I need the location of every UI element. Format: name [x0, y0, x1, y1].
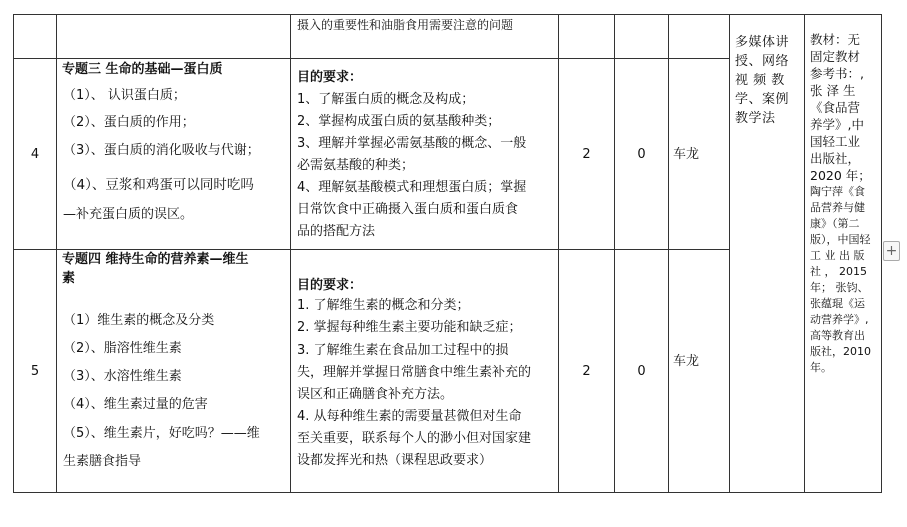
list-item: —补充蛋白质的误区。 [63, 207, 194, 222]
list-item: 4、理解氨基酸模式和理想蛋白质；掌握 [297, 180, 527, 195]
list-item: 3、理解并掌握必需氨基酸的概念、一般 [297, 136, 527, 151]
reference-line: 教材：无 [810, 32, 861, 47]
col-line-5 [668, 14, 669, 493]
list-item: （3）、水溶性维生素 [63, 369, 182, 384]
list-item: 生素膳食指导 [63, 454, 142, 469]
list-item: （1）、 认识蛋白质； [63, 88, 186, 103]
col-line-0 [13, 14, 14, 493]
reference-line: 出版社， [810, 151, 861, 166]
list-item: 2、掌握构成蛋白质的氨基酸种类； [297, 114, 501, 129]
reference-line: 动营养学》, [810, 313, 869, 326]
list-item: 日常饮食中正确摄入蛋白质和蛋白质食 [297, 202, 519, 217]
hours-lecture-5: 2 [582, 364, 591, 379]
list-item: 至关重要，联系每个人的渺小但对国家建 [297, 431, 532, 446]
list-item: （2）、脂溶性维生素 [63, 341, 182, 356]
reference-line: 养学》,中 [810, 117, 864, 132]
reference-line: 工 业 出 版 [810, 249, 865, 262]
reference-line: 年； 张钧、 [810, 281, 869, 294]
list-item: 误区和正确膳食补充方法。 [297, 387, 454, 402]
col-line-4 [614, 14, 615, 493]
reference-line: 陶宁萍《食 [810, 185, 865, 198]
topic-title-vitamin-line2: 素 [62, 271, 76, 286]
method-line: 学、案例 [735, 92, 790, 107]
list-item: 3. 了解维生素在食品加工过程中的损 [297, 343, 509, 358]
col-line-3 [558, 14, 559, 493]
reference-line: 固定教材 [810, 49, 861, 64]
reference-line: 版社，2010 [810, 345, 871, 358]
col-line-7 [804, 14, 805, 493]
reference-line: 版），中国轻 [810, 233, 871, 246]
list-item: 必需氨基酸的种类； [297, 158, 415, 173]
reference-line: 年。 [810, 361, 832, 374]
hours-lecture-4: 2 [582, 147, 591, 162]
list-item: 2. 掌握每种维生素主要功能和缺乏症； [297, 320, 522, 335]
list-item: 1. 了解维生素的概念和分类； [297, 298, 470, 313]
list-item: （2）、蛋白质的作用； [63, 115, 195, 130]
reference-line: 国轻工业 [810, 134, 861, 149]
list-item: （1）维生素的概念及分类 [63, 313, 215, 328]
plus-icon[interactable]: + [883, 241, 900, 261]
reference-line: 张 泽 生 [810, 83, 856, 98]
list-item: （4）、维生素过量的危害 [63, 397, 208, 412]
table-border-bottom [13, 492, 881, 493]
reference-line: 康》（第二 [810, 217, 860, 230]
list-item: 失，理解并掌握日常膳食中维生素补充的 [297, 365, 532, 380]
method-line: 授、网络 [735, 54, 790, 69]
references [810, 31, 878, 376]
list-item: 品的搭配方法 [297, 224, 376, 239]
teacher-5: 车龙 [673, 354, 700, 369]
row-number-4: 4 [30, 147, 40, 162]
row-number-5: 5 [30, 364, 40, 379]
hours-practice-5: 0 [637, 364, 646, 379]
objective-heading-protein: 目的要求： [297, 70, 363, 85]
reference-line: 高等教育出 [810, 329, 865, 342]
objective-heading-vitamin: 目的要求： [297, 278, 363, 293]
topic-title-protein: 专题三 生命的基础—蛋白质 [62, 62, 223, 77]
col-line-2 [290, 14, 291, 493]
method-line: 教学法 [735, 111, 776, 126]
reference-line: 张蕴琨《运 [810, 297, 865, 310]
col-line-6 [729, 14, 730, 493]
table-border-top [13, 14, 881, 15]
hours-practice-4: 0 [637, 147, 646, 162]
reference-line: 社 ， 2015 [810, 265, 867, 278]
reference-line: 《食品营 [810, 100, 861, 115]
method-line: 多媒体讲 [735, 35, 790, 50]
list-item: （4）、豆浆和鸡蛋可以同时吃吗 [63, 177, 254, 193]
reference-line: 2020 年； [810, 168, 871, 183]
list-item: 设都发挥光和热（课程思政要求） [297, 453, 493, 468]
list-item: 1、了解蛋白质的概念及构成； [297, 92, 475, 107]
method-line: 视 频 教 [735, 73, 785, 88]
col-line-1 [56, 14, 57, 493]
list-item: （5）、维生素片，好吃吗？——维 [63, 426, 260, 441]
reference-line: 参考书：, [810, 66, 864, 81]
prev-objective-tail: 摄入的重要性和油脂食用需要注意的问题 [297, 18, 514, 32]
list-item: 4. 从每种维生素的需要量甚微但对生命 [297, 409, 522, 424]
col-line-8 [881, 14, 882, 493]
teacher-4: 车龙 [673, 147, 700, 162]
topic-title-vitamin-line1: 专题四 维持生命的营养素—维生 [62, 252, 249, 267]
list-item: （3）、蛋白质的消化吸收与代谢； [63, 143, 260, 158]
reference-line: 品营养与健 [810, 201, 865, 214]
